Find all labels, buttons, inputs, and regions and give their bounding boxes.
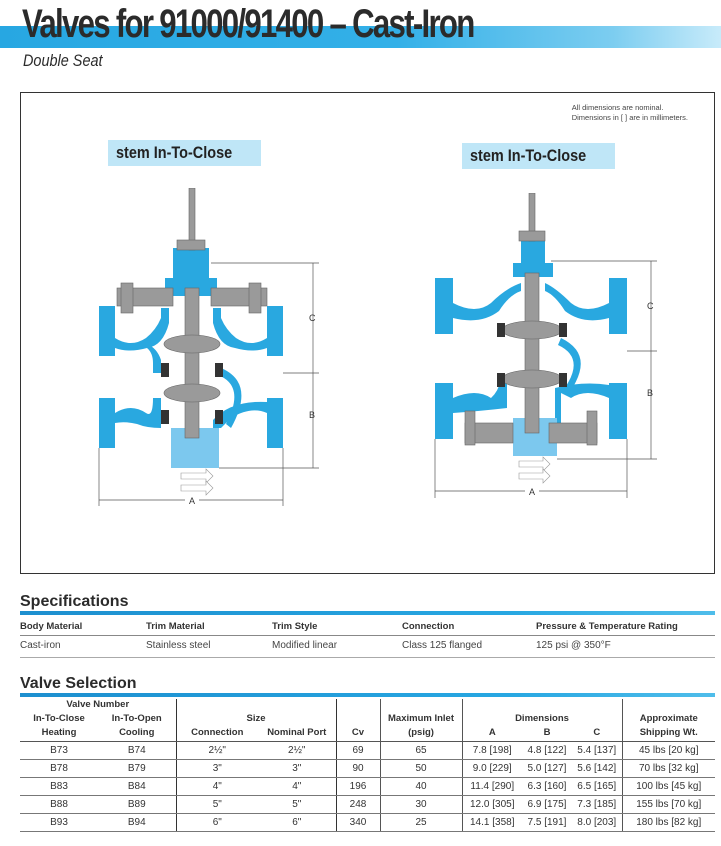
svg-text:A: A	[529, 487, 536, 497]
cell-dim-b: 5.0 [127]	[522, 760, 572, 778]
cell-shipping-wt: 100 lbs [45 kg]	[622, 778, 715, 796]
header-in-to-close: In-To-Close	[33, 713, 85, 724]
cell-max-inlet: 40	[380, 778, 462, 796]
cell-in-to-close: B83	[20, 778, 98, 796]
specifications-heading: Specifications	[20, 593, 129, 610]
header-dim-a: A	[462, 727, 522, 742]
cell-cv: 340	[336, 814, 380, 832]
cell-nominal-port: 2½"	[258, 742, 336, 760]
spec-header-rating: Pressure & Temperature Rating	[536, 618, 715, 636]
svg-text:B: B	[647, 388, 654, 398]
header-connection: Connection	[176, 727, 258, 742]
cell-in-to-close: B73	[20, 742, 98, 760]
cell-shipping-wt: 45 lbs [20 kg]	[622, 742, 715, 760]
header-heating: Heating	[20, 727, 98, 742]
dimensions-note: All dimensions are nominal. Dimensions in [ ] are in millimeters.	[571, 103, 688, 122]
cell-dim-b: 6.9 [175]	[522, 796, 572, 814]
svg-text:B: B	[309, 410, 316, 420]
spec-connection: Class 125 flanged	[402, 636, 536, 658]
valve-selection-heading: Valve Selection	[20, 675, 137, 692]
left-valve-label: stem In-To-Close	[108, 140, 261, 166]
svg-text:A: A	[189, 496, 196, 506]
spec-trim-material: Stainless steel	[146, 636, 272, 658]
flow-arrow-icon	[181, 469, 213, 495]
cell-dim-c: 5.6 [142]	[572, 760, 622, 778]
valve-selection-table	[20, 699, 715, 832]
cell-connection: 6"	[176, 814, 258, 832]
cell-nominal-port: 3"	[258, 760, 336, 778]
cell-cv: 196	[336, 778, 380, 796]
header-cv: Cv	[336, 727, 380, 742]
cell-dim-b: 6.3 [160]	[522, 778, 572, 796]
cell-connection: 2½"	[176, 742, 258, 760]
cell-in-to-close: B78	[20, 760, 98, 778]
header-dimensions: Dimensions	[462, 713, 622, 727]
valve-selection-rule	[20, 693, 715, 697]
table-row	[20, 760, 715, 778]
spec-header-connection: Connection	[402, 618, 536, 636]
header-cooling: Cooling	[98, 727, 176, 742]
header-shipping-wt: Shipping Wt.	[622, 727, 715, 742]
cell-max-inlet: 30	[380, 796, 462, 814]
spec-rating: 125 psi @ 350°F	[536, 636, 715, 658]
header-dim-c: C	[572, 727, 622, 742]
cell-cv: 69	[336, 742, 380, 760]
cell-dim-c: 6.5 [165]	[572, 778, 622, 796]
cell-dim-c: 8.0 [203]	[572, 814, 622, 832]
page-title: Valves for 91000/91400 – Cast-Iron	[22, 2, 474, 46]
cell-shipping-wt: 180 lbs [82 kg]	[622, 814, 715, 832]
cell-dim-a: 11.4 [290]	[462, 778, 522, 796]
spec-header-trim-style: Trim Style	[272, 618, 402, 636]
svg-text:C: C	[647, 301, 654, 311]
valve-diagram-frame	[20, 92, 715, 574]
flow-arrow-icon	[519, 457, 550, 483]
spec-trim-style: Modified linear	[272, 636, 402, 658]
cell-in-to-close: B88	[20, 796, 98, 814]
cell-cv: 90	[336, 760, 380, 778]
cell-dim-a: 7.8 [198]	[462, 742, 522, 760]
specifications-table	[20, 618, 715, 658]
header-nominal-port: Nominal Port	[258, 727, 336, 742]
right-valve-cross-section-diagram	[421, 193, 681, 513]
page-subtitle: Double Seat	[23, 51, 103, 70]
cell-in-to-open: B94	[98, 814, 176, 832]
cell-connection: 4"	[176, 778, 258, 796]
cell-cv: 248	[336, 796, 380, 814]
cell-max-inlet: 25	[380, 814, 462, 832]
cell-max-inlet: 50	[380, 760, 462, 778]
cell-in-to-open: B89	[98, 796, 176, 814]
header-in-to-open: In-To-Open	[98, 713, 176, 727]
right-valve-label: stem In-To-Close	[462, 143, 615, 169]
svg-text:C: C	[309, 313, 316, 323]
header-psig: (psig)	[380, 727, 462, 742]
cell-in-to-close: B93	[20, 814, 98, 832]
header-approximate: Approximate	[639, 713, 698, 724]
cell-dim-a: 14.1 [358]	[462, 814, 522, 832]
specifications-rule	[20, 611, 715, 615]
cell-shipping-wt: 155 lbs [70 kg]	[622, 796, 715, 814]
spec-body-material: Cast-iron	[20, 636, 146, 658]
table-row	[20, 742, 715, 760]
cell-in-to-open: B84	[98, 778, 176, 796]
header-max-inlet: Maximum Inlet	[380, 713, 462, 727]
header-size: Size	[176, 713, 336, 727]
spec-header-trim-material: Trim Material	[146, 618, 272, 636]
spec-header-body-material: Body Material	[20, 618, 146, 636]
cell-nominal-port: 4"	[258, 778, 336, 796]
cell-dim-b: 4.8 [122]	[522, 742, 572, 760]
cell-dim-a: 12.0 [305]	[462, 796, 522, 814]
table-row	[20, 778, 715, 796]
cell-dim-c: 7.3 [185]	[572, 796, 622, 814]
cell-nominal-port: 6"	[258, 814, 336, 832]
cell-dim-c: 5.4 [137]	[572, 742, 622, 760]
cell-dim-b: 7.5 [191]	[522, 814, 572, 832]
left-valve-cross-section-diagram	[81, 188, 341, 508]
table-row	[20, 636, 715, 658]
cell-connection: 3"	[176, 760, 258, 778]
cell-shipping-wt: 70 lbs [32 kg]	[622, 760, 715, 778]
header-valve-number: Valve Number	[66, 699, 130, 710]
cell-max-inlet: 65	[380, 742, 462, 760]
cell-nominal-port: 5"	[258, 796, 336, 814]
table-row	[20, 814, 715, 832]
cell-dim-a: 9.0 [229]	[462, 760, 522, 778]
cell-connection: 5"	[176, 796, 258, 814]
header-dim-b: B	[522, 727, 572, 742]
cell-in-to-open: B79	[98, 760, 176, 778]
table-row	[20, 796, 715, 814]
cell-in-to-open: B74	[98, 742, 176, 760]
